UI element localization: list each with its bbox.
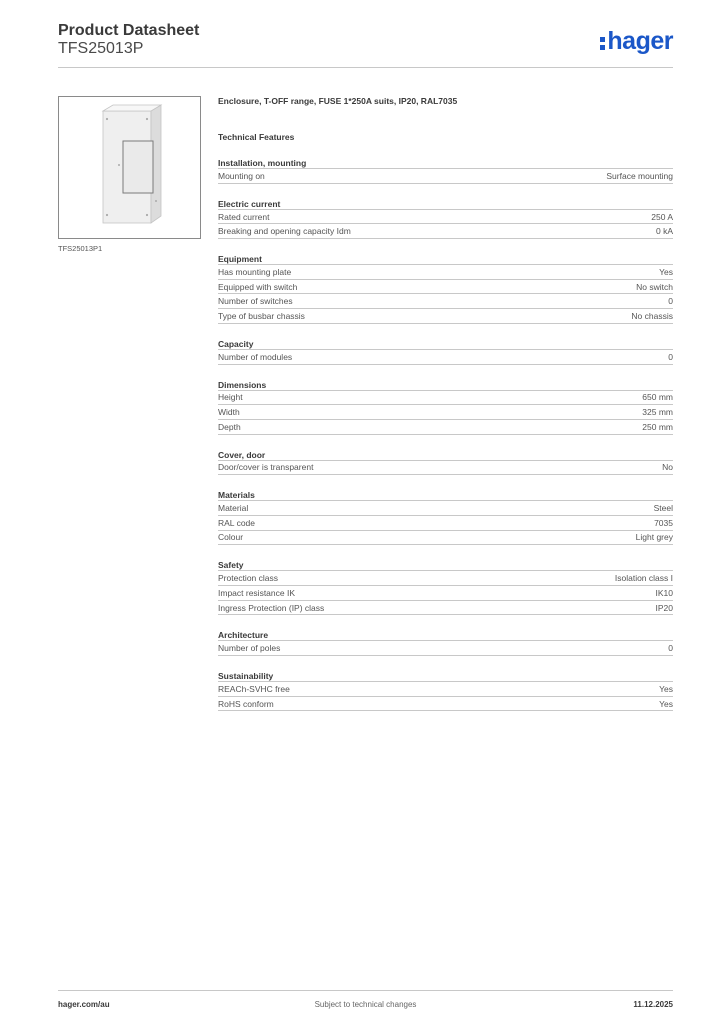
logo-text: hager (607, 27, 673, 55)
feature-section (218, 253, 673, 324)
feature-label: Number of modules (218, 351, 293, 362)
section-title: Cover, door (218, 449, 673, 461)
footer-date: 11.12.2025 (633, 1000, 673, 1009)
feature-label: Height (218, 392, 243, 403)
footer-website-link[interactable]: hager.com/au (58, 1000, 110, 1009)
feature-label: Equipped with switch (218, 281, 298, 292)
feature-row (218, 641, 673, 656)
feature-value: Yes (659, 698, 673, 709)
section-title: Installation, mounting (218, 157, 673, 169)
feature-row (218, 420, 673, 435)
feature-label: Type of busbar chassis (218, 310, 305, 321)
section-title: Equipment (218, 253, 673, 265)
feature-row (218, 391, 673, 406)
footer-notice: Subject to technical changes (314, 1000, 417, 1009)
feature-value: Yes (659, 683, 673, 694)
feature-label: REACh-SVHC free (218, 683, 290, 694)
feature-label: Protection class (218, 573, 278, 584)
feature-row (218, 169, 673, 184)
feature-value: IP20 (655, 602, 673, 613)
feature-row (218, 294, 673, 309)
feature-row (218, 405, 673, 420)
feature-row (218, 571, 673, 586)
feature-section (218, 559, 673, 615)
feature-row (218, 682, 673, 697)
feature-label: RAL code (218, 517, 256, 528)
feature-row (218, 516, 673, 531)
feature-value: 0 (668, 351, 673, 362)
product-description: Enclosure, T-OFF range, FUSE 1*250A suits, IP20, RAL7035 (218, 96, 458, 106)
feature-row (218, 309, 673, 324)
feature-section (218, 157, 673, 184)
image-caption: TFS25013P1 (58, 244, 103, 253)
feature-section (218, 338, 673, 365)
feature-row (218, 280, 673, 295)
hager-logo[interactable] (600, 28, 673, 54)
feature-value: Isolation class I (614, 573, 673, 584)
feature-value: No chassis (631, 310, 673, 321)
feature-value: Steel (653, 503, 673, 514)
feature-sections (218, 157, 673, 711)
feature-value: Light grey (635, 532, 673, 543)
feature-label: Number of switches (218, 296, 293, 307)
technical-features-heading: Technical Features (218, 132, 295, 142)
feature-section (218, 670, 673, 711)
feature-value: Yes (659, 266, 673, 277)
feature-value: 650 mm (642, 392, 673, 403)
logo-colon-icon (600, 37, 605, 50)
feature-row (218, 601, 673, 616)
feature-label: RoHS conform (218, 698, 274, 709)
page-header (58, 22, 673, 68)
product-image (58, 96, 201, 239)
feature-label: Ingress Protection (IP) class (218, 602, 325, 613)
feature-label: Rated current (218, 211, 270, 222)
section-title: Electric current (218, 198, 673, 210)
feature-section (218, 198, 673, 239)
feature-label: Mounting on (218, 170, 265, 181)
feature-value: 250 mm (642, 421, 673, 432)
feature-value: 7035 (654, 517, 673, 528)
feature-value: 0 kA (655, 226, 673, 237)
datasheet-content (218, 95, 673, 711)
feature-row (218, 265, 673, 280)
feature-section (218, 379, 673, 435)
feature-row (218, 531, 673, 546)
feature-label: Door/cover is transparent (218, 462, 314, 473)
feature-label: Breaking and opening capacity Idm (218, 226, 351, 237)
feature-row (218, 697, 673, 712)
feature-value: No switch (636, 281, 673, 292)
feature-label: Depth (218, 421, 241, 432)
page-title: Product Datasheet (58, 22, 200, 39)
feature-row (218, 210, 673, 225)
feature-row (218, 586, 673, 601)
feature-label: Impact resistance IK (218, 587, 296, 598)
feature-value: 0 (668, 296, 673, 307)
feature-label: Material (218, 503, 249, 514)
feature-row (218, 501, 673, 516)
feature-value: 0 (668, 643, 673, 654)
feature-section (218, 489, 673, 545)
feature-value: IK10 (655, 587, 673, 598)
section-title: Architecture (218, 629, 673, 641)
feature-row (218, 224, 673, 239)
feature-row (218, 350, 673, 365)
section-title: Safety (218, 559, 673, 571)
feature-value: Surface mounting (606, 170, 673, 181)
feature-section (218, 449, 673, 476)
feature-value: No (662, 462, 673, 473)
feature-label: Colour (218, 532, 244, 543)
section-title: Sustainability (218, 670, 673, 682)
feature-value: 325 mm (642, 407, 673, 418)
feature-section (218, 629, 673, 656)
feature-row (218, 461, 673, 476)
product-reference: TFS25013P (58, 40, 144, 57)
section-title: Capacity (218, 338, 673, 350)
enclosure-illustration-icon (59, 97, 200, 238)
feature-value: 250 A (651, 211, 673, 222)
section-title: Materials (218, 489, 673, 501)
feature-label: Number of poles (218, 643, 281, 654)
feature-label: Width (218, 407, 240, 418)
feature-label: Has mounting plate (218, 266, 292, 277)
page-footer (58, 990, 673, 1012)
section-title: Dimensions (218, 379, 673, 391)
